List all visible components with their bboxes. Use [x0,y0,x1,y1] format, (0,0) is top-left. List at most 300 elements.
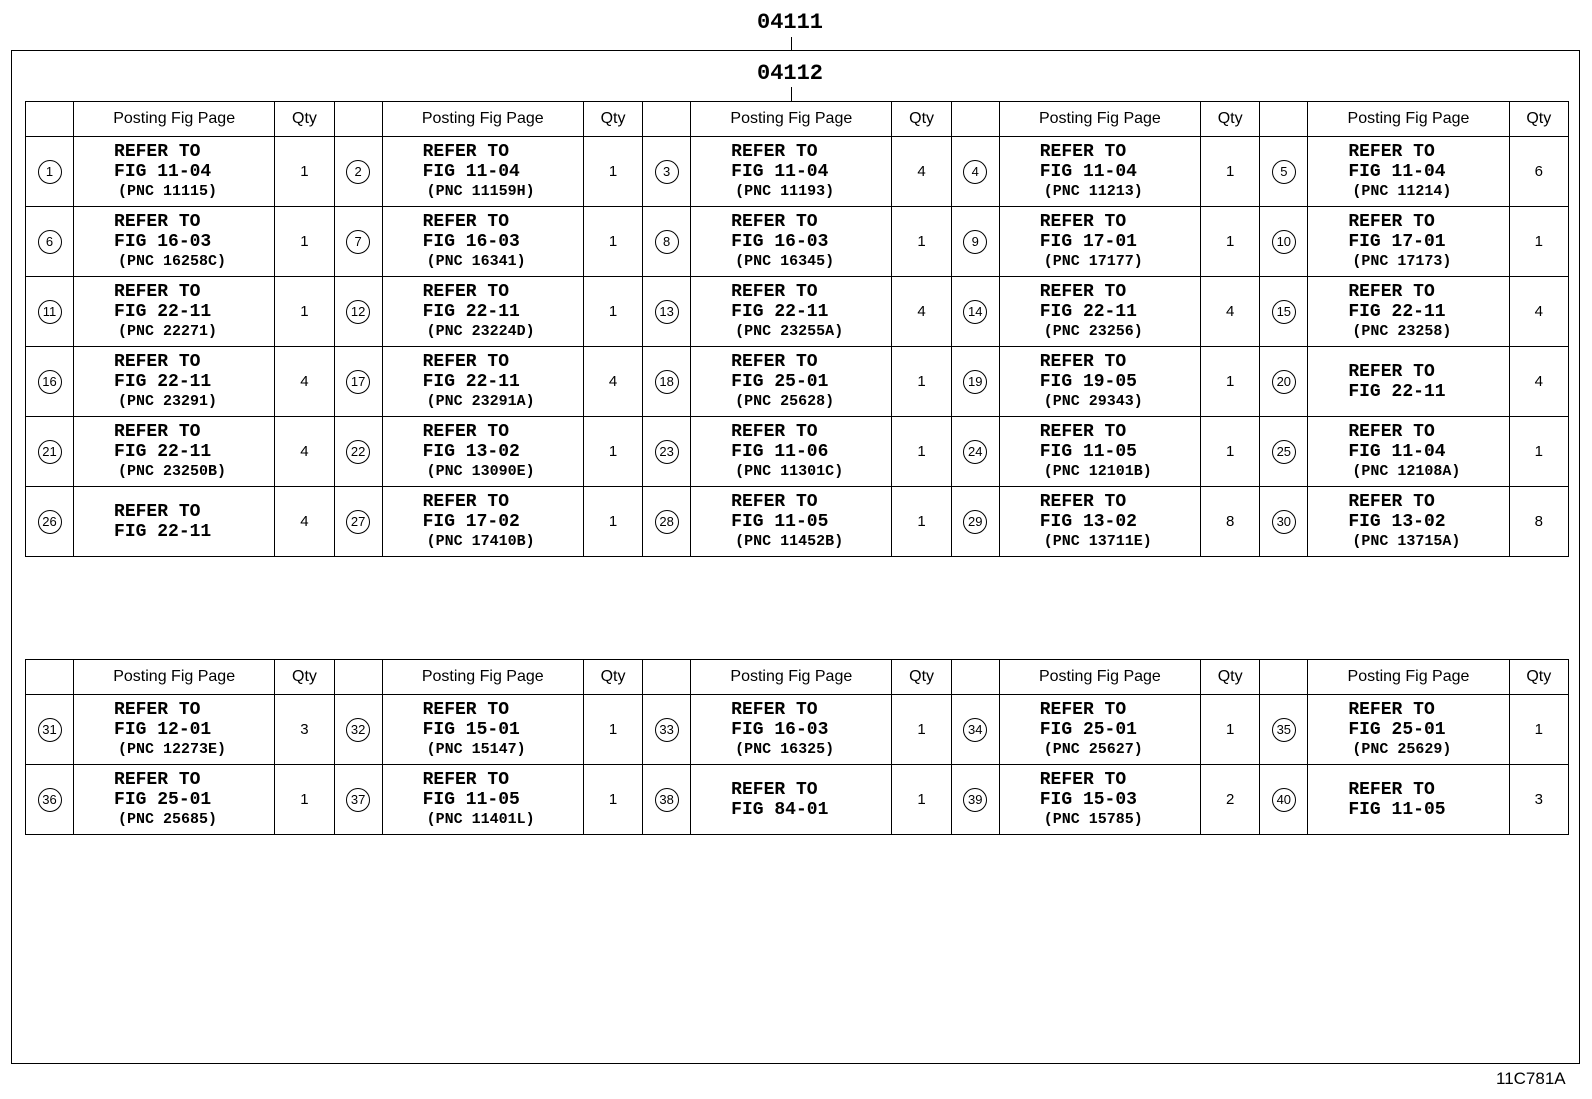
figure-reference: FIG 11-04 [731,161,829,182]
quantity-cell: 1 [583,765,642,835]
header-qty: Qty [892,102,951,137]
callout-cell [334,347,382,417]
illustration-code: 11C781A [1496,1069,1566,1088]
pnc-code: (PNC 25685) [118,810,218,828]
pnc-code: (PNC 11301C) [735,462,844,480]
pnc-code: (PNC 13090E) [426,462,535,480]
callout-cell [643,137,691,207]
callout-cell [26,277,74,347]
pnc-code: (PNC 11214) [1352,182,1452,200]
callout-cell [1260,695,1308,765]
quantity-cell: 1 [1201,417,1260,487]
callout-number: 26 [38,510,62,534]
reference-cell [691,347,892,417]
header-blank [26,102,74,137]
pnc-code: (PNC 16325) [735,740,835,758]
figure-reference: FIG 22-11 [1348,381,1446,402]
callout-number: 4 [963,160,987,184]
reference-cell [999,695,1200,765]
parts-table-upper [25,101,1569,557]
reference-cell [74,417,275,487]
callout-number: 27 [346,510,370,534]
refer-to-text: REFER TO [422,699,510,720]
figure-reference: FIG 11-05 [1039,441,1137,462]
figure-reference: FIG 15-01 [422,719,520,740]
reference-cell [1308,695,1509,765]
reference-cell [382,695,583,765]
callout-cell [1260,277,1308,347]
callout-number: 38 [655,788,679,812]
callout-cell [951,347,999,417]
pnc-code: (PNC 12108A) [1352,462,1461,480]
pnc-code: (PNC 15147) [426,740,526,758]
header-posting: Posting Fig Page [1308,102,1509,137]
quantity-cell: 4 [583,347,642,417]
reference-cell [1308,487,1509,557]
callout-cell [26,487,74,557]
refer-to-text: REFER TO [731,281,818,302]
leader-line-inner [791,87,792,101]
quantity-cell: 1 [275,137,334,207]
callout-number: 40 [1272,788,1296,812]
refer-to-text: REFER TO [1039,281,1127,302]
callout-number: 14 [963,300,987,324]
refer-to-text: REFER TO [422,421,510,442]
reference-cell [999,765,1200,835]
header-blank [334,102,382,137]
figure-reference: FIG 11-04 [1348,441,1446,462]
refer-to-text: REFER TO [1039,769,1127,790]
reference-cell [691,277,892,347]
refer-to-text: REFER TO [1348,779,1435,800]
callout-number: 36 [38,788,62,812]
callout-cell [26,417,74,487]
callout-cell [334,137,382,207]
quantity-cell: 4 [1509,347,1568,417]
callout-number: 25 [1272,440,1296,464]
quantity-cell: 3 [1509,765,1568,835]
callout-number: 15 [1272,300,1296,324]
figure-reference: FIG 17-02 [422,511,520,532]
pnc-code: (PNC 12273E) [118,740,227,758]
callout-cell [26,207,74,277]
quantity-cell: 1 [1201,347,1260,417]
pnc-code: (PNC 29343) [1043,392,1143,410]
quantity-cell: 4 [1201,277,1260,347]
callout-number: 18 [655,370,679,394]
header-posting: Posting Fig Page [691,102,892,137]
pnc-code: (PNC 23291) [118,392,218,410]
parts-table-lower [25,659,1569,835]
figure-reference: FIG 13-02 [1039,511,1137,532]
callout-number: 17 [346,370,370,394]
callout-number: 33 [655,718,679,742]
figure-reference: FIG 22-11 [114,301,212,322]
refer-to-text: REFER TO [114,769,201,790]
callout-number: 19 [963,370,987,394]
figure-reference: FIG 22-11 [114,521,212,542]
header-blank [643,102,691,137]
quantity-cell: 1 [892,765,951,835]
header-qty: Qty [583,102,642,137]
refer-to-text: REFER TO [731,421,818,442]
quantity-cell: 2 [1201,765,1260,835]
callout-cell [1260,347,1308,417]
pnc-code: (PNC 23250B) [118,462,227,480]
callout-cell [951,137,999,207]
figure-reference: FIG 13-02 [422,441,520,462]
pnc-code: (PNC 16341) [426,252,526,270]
figure-reference: FIG 15-03 [1039,789,1137,810]
reference-cell [382,417,583,487]
callout-cell [26,695,74,765]
callout-cell [1260,765,1308,835]
figure-reference: FIG 22-11 [422,371,520,392]
callout-cell [951,207,999,277]
figure-reference: FIG 25-01 [731,371,829,392]
callout-number: 32 [346,718,370,742]
quantity-cell: 4 [275,487,334,557]
pnc-code: (PNC 12101B) [1043,462,1152,480]
callout-cell [643,695,691,765]
figure-reference: FIG 17-01 [1039,231,1137,252]
quantity-cell: 1 [892,487,951,557]
pnc-code: (PNC 17173) [1352,252,1452,270]
pnc-code: (PNC 13715A) [1352,532,1461,550]
pnc-code: (PNC 25629) [1352,740,1452,758]
figure-reference: FIG 13-02 [1348,511,1446,532]
quantity-cell: 3 [275,695,334,765]
refer-to-text: REFER TO [731,491,818,512]
reference-cell [1308,417,1509,487]
pnc-code: (PNC 11213) [1043,182,1143,200]
refer-to-text: REFER TO [731,141,818,162]
header-posting: Posting Fig Page [74,102,275,137]
pnc-code: (PNC 23256) [1043,322,1143,340]
callout-cell [643,277,691,347]
callout-number: 13 [655,300,679,324]
header-blank [26,660,74,695]
header-blank [1260,102,1308,137]
pnc-code: (PNC 13711E) [1043,532,1152,550]
callout-cell [334,207,382,277]
refer-to-text: REFER TO [422,141,510,162]
quantity-cell: 8 [1201,487,1260,557]
figure-reference: FIG 19-05 [1039,371,1137,392]
callout-cell [951,277,999,347]
quantity-cell: 1 [892,695,951,765]
quantity-cell: 1 [583,137,642,207]
figure-reference: FIG 17-01 [1348,231,1446,252]
figure-reference: FIG 11-05 [422,789,520,810]
pnc-code: (PNC 11115) [118,182,218,200]
assembly-label-04112: 04112 [757,61,824,86]
pnc-code: (PNC 16345) [735,252,835,270]
refer-to-text: REFER TO [1348,361,1435,382]
header-qty: Qty [1201,660,1260,695]
callout-cell [643,417,691,487]
table-row [26,695,1569,765]
pnc-code: (PNC 17410B) [426,532,535,550]
quantity-cell: 1 [1201,137,1260,207]
header-row [26,102,1569,137]
refer-to-text: REFER TO [1348,421,1435,442]
quantity-cell: 1 [275,207,334,277]
reference-cell [382,137,583,207]
callout-cell [1260,207,1308,277]
reference-cell [1308,207,1509,277]
reference-cell [691,417,892,487]
reference-cell [74,765,275,835]
callout-cell [643,207,691,277]
callout-cell [951,487,999,557]
header-posting: Posting Fig Page [382,102,583,137]
refer-to-text: REFER TO [1348,141,1435,162]
header-posting: Posting Fig Page [691,660,892,695]
refer-to-text: REFER TO [1039,699,1127,720]
quantity-cell: 1 [892,207,951,277]
figure-reference: FIG 22-11 [1039,301,1137,322]
figure-reference: FIG 22-11 [731,301,829,322]
header-blank [1260,660,1308,695]
figure-reference: FIG 84-01 [731,799,829,820]
quantity-cell: 4 [1509,277,1568,347]
leader-line-outer [791,37,792,51]
reference-cell [74,695,275,765]
figure-reference: FIG 22-11 [114,441,212,462]
quantity-cell: 4 [892,277,951,347]
refer-to-text: REFER TO [422,491,510,512]
figure-reference: FIG 11-04 [422,161,520,182]
callout-cell [334,695,382,765]
callout-number: 22 [346,440,370,464]
reference-cell [74,487,275,557]
callout-number: 35 [1272,718,1296,742]
table-row [26,207,1569,277]
figure-reference: FIG 22-11 [1348,301,1446,322]
quantity-cell: 1 [892,347,951,417]
quantity-cell: 4 [275,347,334,417]
callout-cell [1260,417,1308,487]
reference-cell [691,487,892,557]
refer-to-text: REFER TO [1348,281,1435,302]
callout-number: 5 [1272,160,1296,184]
header-posting: Posting Fig Page [999,660,1200,695]
callout-number: 31 [38,718,62,742]
callout-cell [643,765,691,835]
figure-reference: FIG 11-04 [1039,161,1137,182]
reference-cell [74,207,275,277]
figure-reference: FIG 16-03 [731,719,829,740]
header-blank [951,660,999,695]
pnc-code: (PNC 11401L) [426,810,535,828]
table-row [26,137,1569,207]
quantity-cell: 1 [1509,207,1568,277]
quantity-cell: 1 [1201,695,1260,765]
refer-to-text: REFER TO [114,351,201,372]
figure-reference: FIG 16-03 [731,231,829,252]
callout-number: 24 [963,440,987,464]
callout-number: 20 [1272,370,1296,394]
header-posting: Posting Fig Page [382,660,583,695]
callout-number: 11 [38,300,62,324]
quantity-cell: 1 [583,417,642,487]
callout-cell [26,765,74,835]
figure-reference: FIG 25-01 [1348,719,1446,740]
pnc-code: (PNC 11452B) [735,532,844,550]
refer-to-text: REFER TO [422,281,510,302]
header-qty: Qty [892,660,951,695]
header-qty: Qty [1201,102,1260,137]
callout-number: 9 [963,230,987,254]
refer-to-text: REFER TO [114,281,201,302]
quantity-cell: 6 [1509,137,1568,207]
pnc-code: (PNC 17177) [1043,252,1143,270]
quantity-cell: 1 [275,277,334,347]
quantity-cell: 1 [583,277,642,347]
refer-to-text: REFER TO [114,141,201,162]
refer-to-text: REFER TO [114,211,201,232]
figure-reference: FIG 11-04 [1348,161,1446,182]
pnc-code: (PNC 23291A) [426,392,535,410]
callout-cell [334,765,382,835]
refer-to-text: REFER TO [1039,421,1127,442]
header-qty: Qty [1509,102,1568,137]
callout-cell [334,487,382,557]
pnc-code: (PNC 11193) [735,182,835,200]
refer-to-text: REFER TO [114,421,201,442]
pnc-code: (PNC 11159H) [426,182,535,200]
reference-cell [382,347,583,417]
table-row [26,347,1569,417]
callout-number: 1 [38,160,62,184]
quantity-cell: 1 [892,417,951,487]
figure-reference: FIG 11-05 [1348,799,1446,820]
refer-to-text: REFER TO [422,211,510,232]
header-posting: Posting Fig Page [74,660,275,695]
header-blank [643,660,691,695]
figure-reference: FIG 11-06 [731,441,829,462]
refer-to-text: REFER TO [731,779,818,800]
callout-number: 29 [963,510,987,534]
figure-reference: FIG 25-01 [114,789,212,810]
refer-to-text: REFER TO [1039,351,1127,372]
reference-cell [691,695,892,765]
quantity-cell: 1 [1509,695,1568,765]
header-qty: Qty [275,660,334,695]
header-qty: Qty [583,660,642,695]
quantity-cell: 1 [1201,207,1260,277]
pnc-code: (PNC 23224D) [426,322,535,340]
header-qty: Qty [275,102,334,137]
reference-cell [999,347,1200,417]
reference-cell [74,277,275,347]
reference-cell [1308,765,1509,835]
reference-cell [1308,277,1509,347]
reference-cell [999,137,1200,207]
reference-cell [382,487,583,557]
header-posting: Posting Fig Page [1308,660,1509,695]
figure-reference: FIG 16-03 [422,231,520,252]
header-qty: Qty [1509,660,1568,695]
reference-cell [999,207,1200,277]
pnc-code: (PNC 16258C) [118,252,227,270]
callout-number: 21 [38,440,62,464]
callout-number: 6 [38,230,62,254]
callout-cell [26,347,74,417]
reference-cell [691,207,892,277]
reference-cell [74,137,275,207]
callout-number: 7 [346,230,370,254]
header-posting: Posting Fig Page [999,102,1200,137]
callout-number: 28 [655,510,679,534]
refer-to-text: REFER TO [114,501,201,522]
pnc-code: (PNC 25627) [1043,740,1143,758]
callout-cell [643,347,691,417]
table-row [26,417,1569,487]
reference-cell [382,207,583,277]
reference-cell [74,347,275,417]
refer-to-text: REFER TO [1348,699,1435,720]
figure-reference: FIG 16-03 [114,231,212,252]
refer-to-text: REFER TO [1039,141,1127,162]
callout-number: 30 [1272,510,1296,534]
reference-cell [999,417,1200,487]
callout-number: 23 [655,440,679,464]
callout-cell [1260,137,1308,207]
table-row [26,765,1569,835]
figure-reference: FIG 12-01 [114,719,212,740]
reference-cell [382,765,583,835]
pnc-code: (PNC 23258) [1352,322,1452,340]
refer-to-text: REFER TO [1348,491,1435,512]
reference-cell [999,277,1200,347]
table-row [26,277,1569,347]
refer-to-text: REFER TO [114,699,201,720]
callout-cell [334,417,382,487]
reference-cell [999,487,1200,557]
figure-reference: FIG 11-04 [114,161,212,182]
reference-cell [1308,137,1509,207]
figure-reference: FIG 22-11 [114,371,212,392]
refer-to-text: REFER TO [731,699,818,720]
refer-to-text: REFER TO [422,351,510,372]
pnc-code: (PNC 23255A) [735,322,844,340]
quantity-cell: 4 [892,137,951,207]
figure-reference: FIG 22-11 [422,301,520,322]
callout-cell [951,417,999,487]
header-blank [334,660,382,695]
refer-to-text: REFER TO [1039,211,1127,232]
callout-number: 39 [963,788,987,812]
quantity-cell: 1 [583,487,642,557]
pnc-code: (PNC 15785) [1043,810,1143,828]
refer-to-text: REFER TO [422,769,510,790]
quantity-cell: 1 [583,207,642,277]
reference-cell [382,277,583,347]
refer-to-text: REFER TO [1348,211,1435,232]
reference-cell [691,137,892,207]
callout-number: 8 [655,230,679,254]
callout-cell [951,765,999,835]
quantity-cell: 4 [275,417,334,487]
header-blank [951,102,999,137]
reference-cell [1308,347,1509,417]
refer-to-text: REFER TO [731,211,818,232]
callout-cell [334,277,382,347]
refer-to-text: REFER TO [731,351,818,372]
callout-cell [1260,487,1308,557]
